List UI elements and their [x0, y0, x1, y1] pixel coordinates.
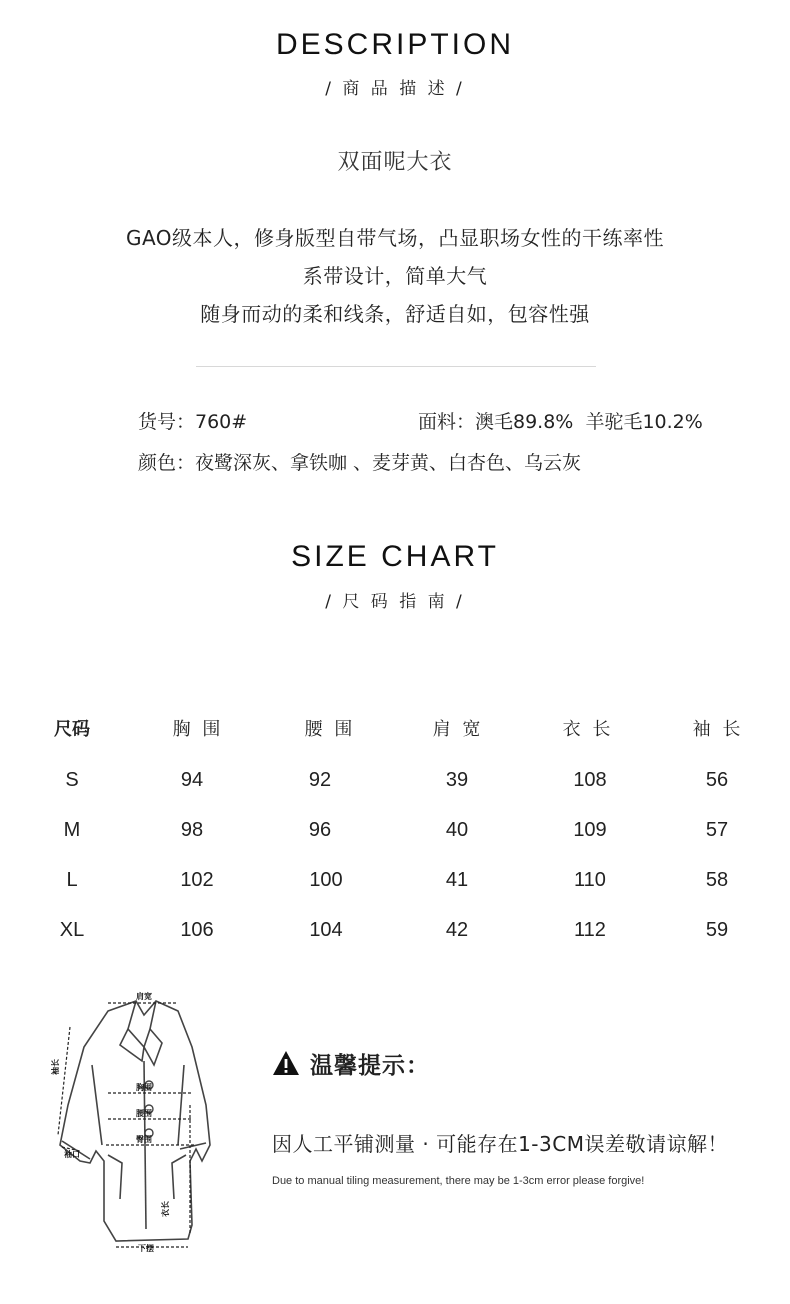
table-row [0, 755, 790, 805]
chest-value: 106 [180, 919, 214, 941]
length-value: 108 [573, 769, 607, 791]
length-value: 110 [574, 869, 606, 891]
table-row [0, 805, 790, 855]
fabric-composition: 面料：澳毛89.8% 羊驼毛10.2% [418, 411, 703, 433]
size-table-header [0, 705, 790, 755]
header-waist: 腰 围 [304, 719, 356, 740]
label-hip: 臀围 [136, 1135, 152, 1144]
size-label: S [65, 769, 79, 791]
chest-value: 94 [180, 769, 204, 791]
description-line-2: 系带设计，简单大气 [302, 264, 488, 288]
label-shoulder: 肩宽 [136, 992, 152, 1001]
sleeve-value: 56 [705, 769, 729, 791]
header-sleeve: 袖 长 [692, 719, 744, 740]
sleeve-value: 57 [705, 819, 729, 841]
shoulder-value: 39 [445, 769, 469, 791]
waist-value: 92 [308, 769, 332, 791]
header-size: 尺码 [54, 719, 90, 740]
shoulder-value: 40 [445, 819, 469, 841]
label-waist: 腰围 [136, 1109, 152, 1118]
description-subtitle: / 商 品 描 述 / [325, 79, 465, 99]
chest-value: 98 [180, 819, 204, 841]
item-number: 货号：760# [138, 411, 248, 433]
notice-text-en: Due to manual tiling measurement, there may be 1-3cm error please forgive! [272, 1175, 645, 1187]
size-label: XL [59, 919, 85, 941]
size-label: L [66, 869, 78, 891]
label-length: 衣长 [161, 1201, 170, 1217]
description-title: DESCRIPTION [275, 28, 515, 61]
description-line-1: GAO级本人，修身版型自带气场，凸显职场女性的干练率性 [125, 226, 665, 250]
coat-measurement-diagram [50, 985, 230, 1260]
table-row [0, 855, 790, 905]
notice-title: 温馨提示： [310, 1052, 430, 1079]
product-name: 双面呢大衣 [337, 150, 453, 175]
shoulder-value: 42 [445, 919, 469, 941]
waist-value: 100 [309, 869, 343, 891]
size-table [0, 705, 790, 955]
section-divider [196, 366, 596, 367]
size-label: M [63, 819, 81, 841]
waist-value: 104 [309, 919, 343, 941]
label-sleeve: 袖长 [51, 1059, 60, 1075]
table-row [0, 905, 790, 955]
waist-value: 96 [308, 819, 332, 841]
notice-header [272, 1046, 430, 1080]
chest-value: 102 [180, 869, 214, 891]
size-chart-title: SIZE CHART [291, 540, 499, 573]
header-length: 衣 长 [562, 719, 614, 740]
label-chest: 胸围 [136, 1083, 152, 1092]
label-cuff: 袖口 [64, 1150, 80, 1159]
sleeve-value: 58 [705, 869, 729, 891]
length-value: 109 [573, 819, 607, 841]
header-chest: 胸 围 [172, 719, 224, 740]
size-chart-subtitle: / 尺 码 指 南 / [325, 592, 465, 612]
warning-icon [272, 1050, 300, 1076]
description-line-3: 随身而动的柔和线条，舒适自如，包容性强 [200, 302, 590, 326]
length-value: 112 [574, 919, 606, 941]
label-hem: 下摆 [138, 1244, 154, 1253]
shoulder-value: 41 [445, 869, 469, 891]
header-shoulder: 肩 宽 [432, 719, 484, 740]
sleeve-value: 59 [705, 919, 729, 941]
notice-text-cn: 因人工平铺测量 · 可能存在1-3CM误差敬请谅解！ [272, 1132, 728, 1156]
color-options: 颜色：夜鹭深灰、拿铁咖 、麦芽黄、白杏色、乌云灰 [138, 452, 582, 474]
